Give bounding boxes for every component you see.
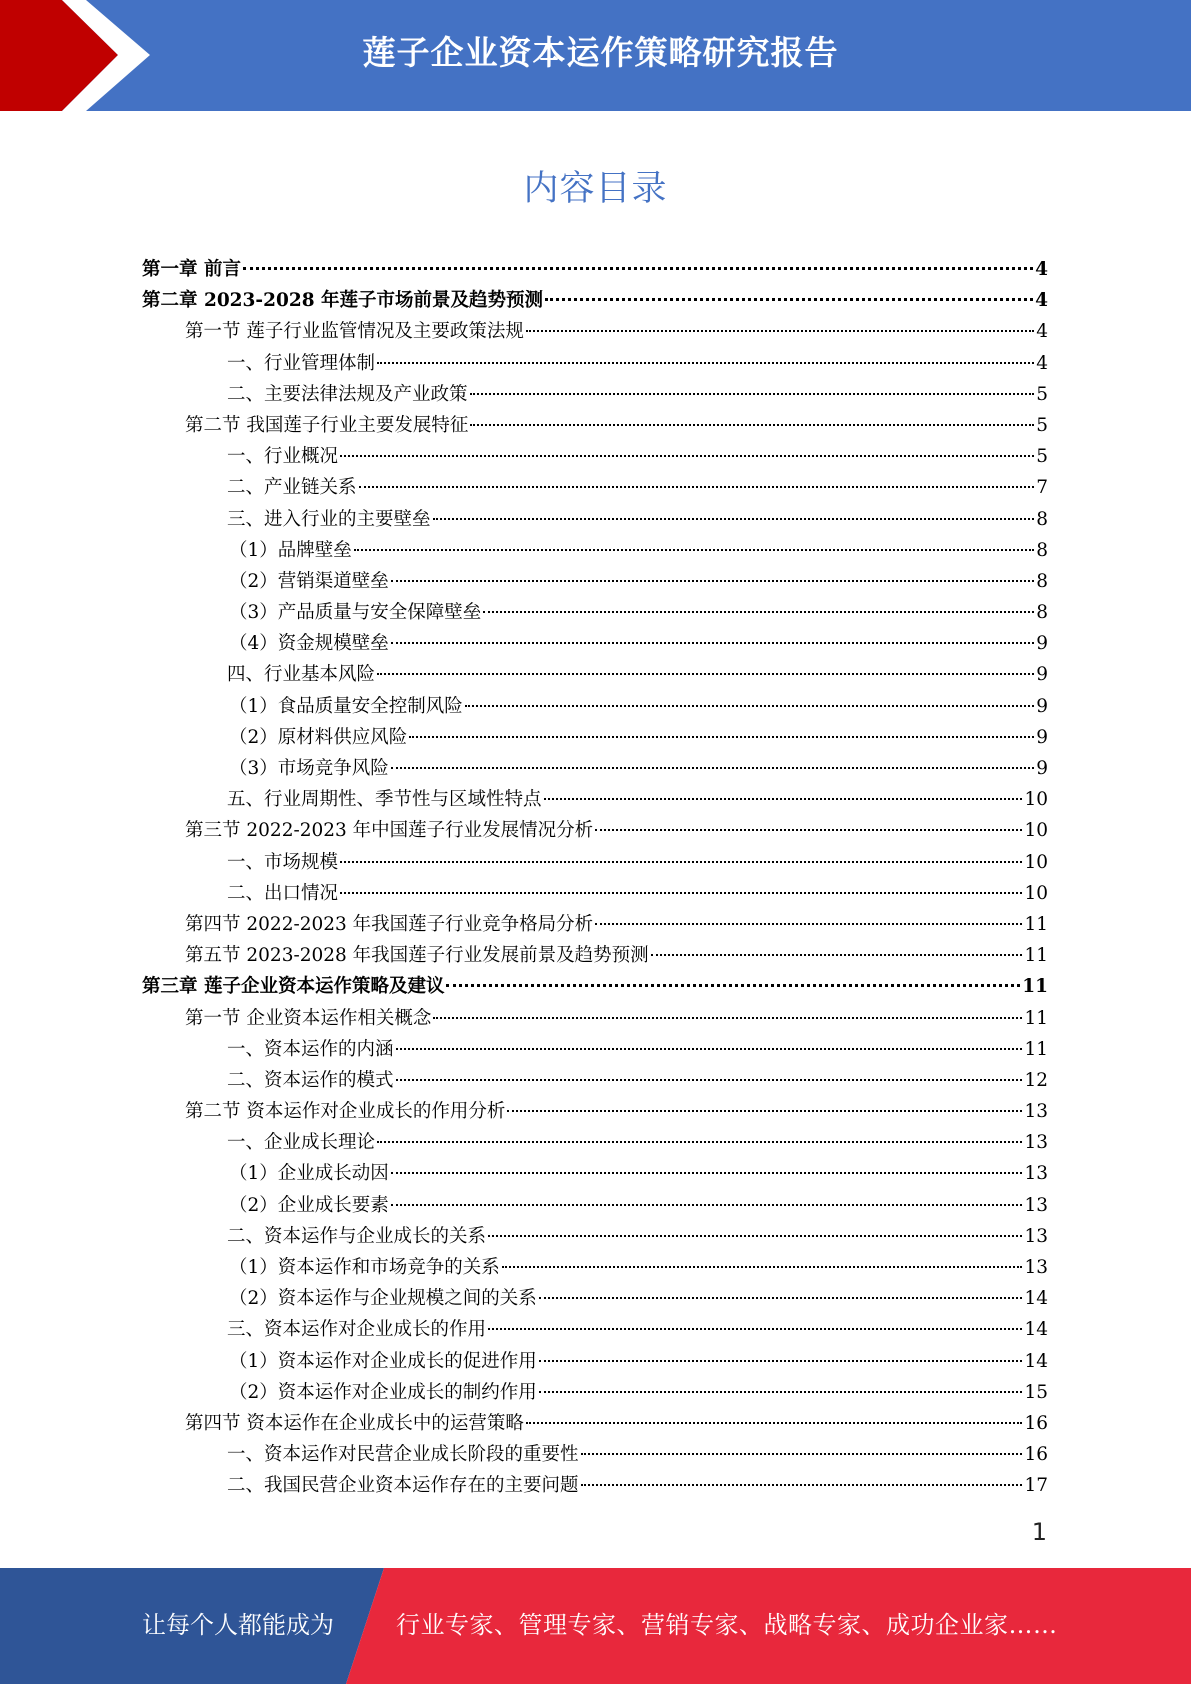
toc-entry-label: 三、进入行业的主要壁垒 <box>227 508 431 530</box>
toc-dot-leader <box>470 424 1034 426</box>
toc-dot-leader <box>539 1360 1023 1362</box>
toc-entry-page: 11 <box>1024 945 1048 967</box>
toc-entry-label: 第一章 前言 <box>142 259 241 280</box>
toc-entry-label: 一、行业管理体制 <box>227 352 376 374</box>
toc-entry-label: （1）资本运作和市场竞争的关系 <box>229 1257 500 1278</box>
toc-dot-leader <box>483 611 1034 613</box>
toc-entry-label: 第二节 我国莲子行业主要发展特征 <box>185 414 469 436</box>
toc-entry-page: 8 <box>1036 570 1048 592</box>
toc-dot-leader <box>526 330 1034 332</box>
toc-entry-page: 12 <box>1024 1069 1048 1091</box>
toc-dot-leader <box>488 1235 1022 1237</box>
toc-entry-page: 13 <box>1024 1132 1048 1154</box>
toc-dot-leader <box>488 1328 1022 1330</box>
toc-heading: 内容目录 <box>523 169 668 209</box>
toc-entry-page: 4 <box>1035 259 1048 280</box>
toc-entry-label: 四、行业基本风险 <box>227 664 376 686</box>
toc-entry-page: 7 <box>1036 477 1048 499</box>
toc-dot-leader <box>526 1422 1023 1424</box>
toc-entry-label: 第一节 莲子行业监管情况及主要政策法规 <box>185 321 524 343</box>
report-title: 莲子企业资本运作策略研究报告 <box>362 33 839 72</box>
toc-entry-page: 17 <box>1024 1475 1048 1497</box>
toc-entry-page: 8 <box>1036 508 1048 530</box>
toc-dot-leader <box>502 1266 1023 1268</box>
toc-entry[interactable] <box>142 1252 1048 1283</box>
toc-entry[interactable] <box>142 1408 1048 1439</box>
toc-entry-label: （2）企业成长要素 <box>229 1194 389 1216</box>
toc-dot-leader <box>377 1141 1022 1143</box>
toc-dot-leader <box>340 892 1022 894</box>
toc-dot-leader <box>539 1297 1023 1299</box>
toc-entry-page: 5 <box>1036 383 1048 405</box>
toc-entry-label: （3）市场竞争风险 <box>229 758 389 779</box>
toc-entry-page: 5 <box>1036 446 1048 468</box>
toc-entry[interactable] <box>142 254 1048 285</box>
toc-dot-leader <box>595 923 1022 925</box>
toc-dot-leader <box>651 954 1023 956</box>
toc-dot-leader <box>377 362 1034 364</box>
toc-entry[interactable] <box>142 504 1048 535</box>
toc-entry-page: 10 <box>1024 882 1048 904</box>
toc-entry[interactable] <box>142 410 1048 441</box>
toc-dot-leader <box>340 455 1034 457</box>
toc-entry[interactable] <box>142 909 1048 940</box>
toc-dot-leader <box>391 1172 1023 1174</box>
toc-entry[interactable] <box>142 1377 1048 1408</box>
toc-dot-leader <box>359 486 1035 488</box>
page-header <box>0 0 1191 111</box>
toc-entry[interactable] <box>142 1096 1048 1127</box>
toc-entry-label: 第五节 2023-2028 年我国莲子行业发展前景及趋势预测 <box>185 945 649 967</box>
toc-entry-label: （2）原材料供应风险 <box>229 726 408 748</box>
toc-dot-leader <box>433 1017 1022 1019</box>
toc-entry-label: 二、出口情况 <box>227 882 339 904</box>
toc-entry-page: 11 <box>1024 1038 1048 1060</box>
toc-entry[interactable] <box>142 441 1048 472</box>
toc-entry-page: 4 <box>1036 321 1048 343</box>
toc-entry-label: （1）企业成长动因 <box>229 1163 389 1185</box>
toc-entry[interactable] <box>142 878 1048 909</box>
toc-entry-label: 第三章 莲子企业资本运作策略及建议 <box>142 976 445 998</box>
toc-entry[interactable] <box>142 1314 1048 1345</box>
toc-dot-leader <box>465 705 1034 707</box>
toc-dot-leader <box>545 298 1033 301</box>
toc-entry[interactable] <box>142 1470 1048 1501</box>
toc-entry-label: （2）资本运作与企业规模之间的关系 <box>229 1288 537 1310</box>
toc-entry-page: 13 <box>1024 1225 1048 1247</box>
toc-entry-page: 8 <box>1036 539 1048 561</box>
toc-entry-page: 9 <box>1036 695 1048 717</box>
toc-entry[interactable] <box>142 1283 1048 1314</box>
toc-entry[interactable] <box>142 1003 1048 1034</box>
toc-entry-page: 11 <box>1024 913 1048 935</box>
toc-entry[interactable] <box>142 691 1048 722</box>
toc-entry-page: 4 <box>1035 290 1048 312</box>
toc-dot-leader <box>396 1048 1023 1050</box>
toc-entry[interactable] <box>142 316 1048 347</box>
toc-dot-leader <box>539 1391 1023 1393</box>
toc-entry-page: 9 <box>1036 726 1048 748</box>
toc-entry-label: （2）资本运作对企业成长的制约作用 <box>229 1381 537 1403</box>
toc-dot-leader <box>507 1110 1022 1112</box>
toc-dot-leader <box>581 1453 1023 1455</box>
toc-entry[interactable] <box>142 1065 1048 1096</box>
toc-entry-label: 第四节 资本运作在企业成长中的运营策略 <box>185 1412 524 1434</box>
toc-entry[interactable] <box>142 597 1048 628</box>
toc-entry-label: 一、资本运作的内涵 <box>227 1038 394 1060</box>
toc-entry[interactable] <box>142 940 1048 971</box>
toc-entry-label: 第三节 2022-2023 年中国莲子行业发展情况分析 <box>185 820 594 842</box>
toc-dot-leader <box>377 673 1034 675</box>
toc-entry[interactable] <box>142 379 1048 410</box>
toc-entry-label: 一、行业概况 <box>227 446 339 468</box>
toc-entry-page: 4 <box>1036 352 1048 374</box>
toc-entry-label: 三、资本运作对企业成长的作用 <box>227 1319 487 1341</box>
footer-slogan-left: 让每个人都能成为 <box>142 1611 334 1639</box>
toc-entry-page: 13 <box>1024 1101 1048 1123</box>
toc-entry-label: （3）产品质量与安全保障壁垒 <box>229 602 482 624</box>
toc-entry-label: 二、我国民营企业资本运作存在的主要问题 <box>227 1475 579 1497</box>
toc-entry-label: 一、资本运作对民营企业成长阶段的重要性 <box>227 1444 579 1466</box>
toc-entry-page: 14 <box>1024 1319 1048 1341</box>
toc-entry[interactable] <box>142 566 1048 597</box>
toc-entry[interactable] <box>142 1221 1048 1252</box>
toc-entry-page: 16 <box>1024 1444 1048 1466</box>
toc-dot-leader <box>243 267 1033 270</box>
toc-entry-page: 9 <box>1036 633 1048 655</box>
toc-entry[interactable] <box>142 1346 1048 1377</box>
toc-entry[interactable] <box>142 1439 1048 1470</box>
toc-entry-page: 13 <box>1024 1257 1048 1278</box>
toc-entry-page: 9 <box>1036 664 1048 686</box>
toc-entry-page: 8 <box>1036 602 1048 624</box>
toc-dot-leader <box>433 518 1035 520</box>
toc-entry-label: 第二节 资本运作对企业成长的作用分析 <box>185 1101 506 1123</box>
toc-entry-page: 10 <box>1024 820 1048 842</box>
toc-entry[interactable] <box>142 753 1048 784</box>
toc-entry[interactable] <box>142 348 1048 379</box>
toc-entry-label: 第一节 企业资本运作相关概念 <box>185 1007 432 1029</box>
toc-entry-page: 10 <box>1024 851 1048 873</box>
toc-entry-label: （1）资本运作对企业成长的促进作用 <box>229 1350 537 1372</box>
toc-entry-page: 13 <box>1024 1163 1048 1185</box>
toc-entry[interactable] <box>142 1127 1048 1158</box>
toc-dot-leader <box>391 642 1034 644</box>
toc-dot-leader <box>544 798 1023 800</box>
toc-entry[interactable] <box>142 971 1048 1002</box>
toc-entry-page: 14 <box>1024 1350 1048 1372</box>
toc-entry[interactable] <box>142 1158 1048 1189</box>
toc-entry-label: 五、行业周期性、季节性与区域性特点 <box>227 789 542 811</box>
toc-entry-page: 16 <box>1024 1412 1048 1434</box>
toc-entry-label: 一、市场规模 <box>227 851 339 873</box>
toc-entry-label: （4）资金规模壁垒 <box>229 633 389 655</box>
toc-dot-leader <box>581 1484 1023 1486</box>
toc-entry-label: 二、资本运作的模式 <box>227 1069 394 1091</box>
toc-dot-leader <box>595 829 1022 831</box>
toc-entry-label: 第二章 2023-2028 年莲子市场前景及趋势预测 <box>142 290 544 312</box>
toc-entry[interactable] <box>142 847 1048 878</box>
page-number: 1 <box>1031 1518 1047 1546</box>
table-of-contents <box>142 254 1048 1502</box>
toc-dot-leader <box>391 767 1034 769</box>
footer-slogan-right: 行业专家、管理专家、营销专家、战略专家、成功企业家…… <box>396 1611 1058 1639</box>
toc-dot-leader <box>354 549 1034 551</box>
toc-entry-page: 11 <box>1024 1007 1048 1029</box>
toc-dot-leader <box>391 1204 1023 1206</box>
page-footer <box>0 1568 1191 1684</box>
toc-entry-page: 10 <box>1024 789 1048 811</box>
toc-entry-page: 11 <box>1022 976 1048 998</box>
toc-entry[interactable] <box>142 1190 1048 1221</box>
toc-entry-label: （1）食品质量安全控制风险 <box>229 695 463 717</box>
toc-entry-label: （2）营销渠道壁垒 <box>229 570 389 592</box>
toc-entry[interactable] <box>142 659 1048 690</box>
toc-dot-leader <box>470 393 1035 395</box>
toc-entry[interactable] <box>142 784 1048 815</box>
toc-entry-label: 一、企业成长理论 <box>227 1132 376 1154</box>
toc-entry-label: 二、产业链关系 <box>227 477 357 499</box>
toc-entry[interactable] <box>142 472 1048 503</box>
toc-entry-page: 15 <box>1024 1381 1048 1403</box>
toc-dot-leader <box>396 1079 1023 1081</box>
toc-entry[interactable] <box>142 628 1048 659</box>
toc-entry-label: 第四节 2022-2023 年我国莲子行业竞争格局分析 <box>185 913 594 935</box>
toc-entry-label: 二、主要法律法规及产业政策 <box>227 383 468 405</box>
toc-entry[interactable] <box>142 722 1048 753</box>
toc-dot-leader <box>340 861 1022 863</box>
toc-dot-leader <box>409 736 1034 738</box>
toc-entry-page: 5 <box>1036 414 1048 436</box>
toc-entry-label: 二、资本运作与企业成长的关系 <box>227 1225 487 1247</box>
toc-entry-label: （1）品牌壁垒 <box>229 539 352 561</box>
toc-entry-page: 13 <box>1024 1194 1048 1216</box>
toc-dot-leader <box>391 580 1034 582</box>
toc-entry-page: 9 <box>1036 758 1048 779</box>
toc-entry-page: 14 <box>1024 1288 1048 1310</box>
toc-entry[interactable] <box>142 285 1048 316</box>
toc-entry[interactable] <box>142 1034 1048 1065</box>
toc-dot-leader <box>446 984 1020 987</box>
toc-entry[interactable] <box>142 535 1048 566</box>
toc-entry[interactable] <box>142 815 1048 846</box>
